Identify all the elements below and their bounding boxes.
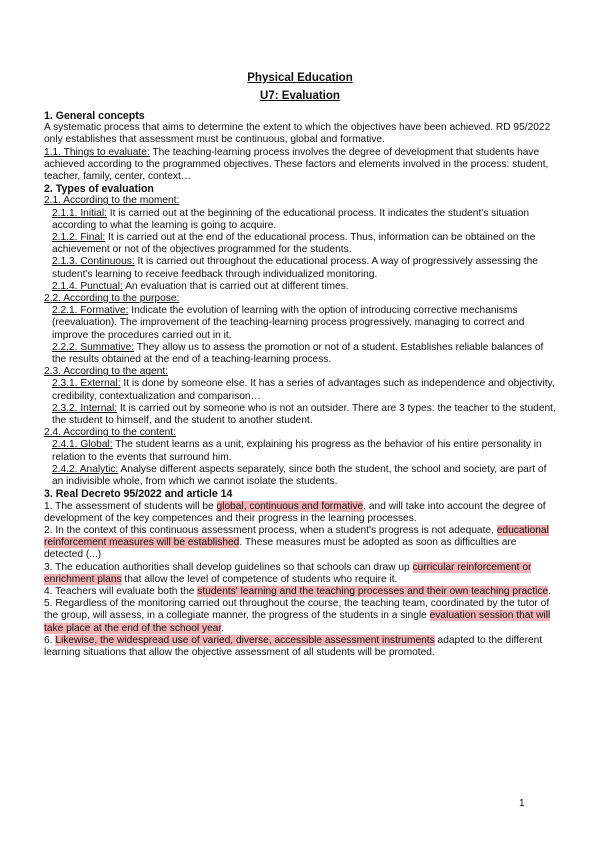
term-label: 2.1.2. Final: [52, 232, 106, 244]
paragraph [44, 147, 556, 184]
subsection-label: 2.3. According to the agent: [44, 366, 169, 378]
term-label: 2.2.1. Formative: [52, 305, 129, 317]
term-text: It is done by someone else. It has a series of advantages such as independence and objectivity, credibility, contextualization and comparison… [52, 378, 555, 402]
highlighted-text: Likewise, the widespread use of varied, diverse, accessible assessment instruments [55, 634, 435, 646]
document-title: Physical Education [247, 72, 353, 84]
document-subtitle: U7: Evaluation [260, 90, 340, 102]
paragraph: A systematic process that aims to determine the extent to which the objectives have been achieved. RD 95/2022 only establishes that assessment must be continuous, global and formative. [44, 122, 551, 146]
term-label: 2.1.4. Punctual: [52, 280, 123, 292]
subsection-label: 2.1. According to the moment: [44, 195, 180, 207]
text-run: , and will take into account the degree of development of the key competences and their progress in the learning processes. [44, 500, 546, 524]
article-paragraph [44, 635, 556, 659]
text-run: . These measures must be adopted as soon as difficulties are detected (...) [44, 537, 517, 561]
term-text: It is carried out throughout the educational process. A way of progressively assessing the student's learning to receive feedback through individualized monitoring. [52, 256, 538, 280]
list-item [44, 378, 556, 402]
article-paragraph [44, 562, 556, 586]
term-label: 2.3.1. External: [52, 378, 121, 390]
term-label: 1.1. Things to evaluate: [44, 146, 150, 158]
term-text: An evaluation that is carried out at different times. [122, 280, 349, 292]
section-heading: 3. Real Decreto 95/2022 and article 14 [44, 488, 233, 501]
text-run: 2. In the context of this continuous assessment process, when a student's progress is not adequate, [44, 524, 497, 536]
term-text: Analyse different aspects separately, since both the student, the school and society, are part of an indivisible whole, from which we cannot isolate the students. [52, 463, 547, 488]
term-text: Indicate the evolution of learning with the option of introducing corrective mechanisms (reevaluation). The improvement of the teaching-learning process progressively, managing to correct and improve the procedures carried out in it. [52, 305, 525, 341]
list-item [44, 281, 556, 293]
term-text: They allow us to assess the promotion or not of a student. Establishes reliable balances of the results obtained at the end of a teaching-learning process. [52, 341, 544, 366]
text-run: . [221, 622, 225, 634]
text-run: 4. Teachers will evaluate both the [44, 585, 198, 597]
list-item [44, 256, 556, 280]
list-item [44, 305, 556, 342]
section-heading: 1. General concepts [44, 110, 145, 122]
text-run: 3. The education authorities shall develop guidelines so that schools can draw up [44, 561, 413, 573]
text-run: 1. The assessment of students will be [44, 500, 217, 512]
text-run: that allow the level of competence of students who require it. [121, 573, 398, 585]
list-item [44, 464, 556, 488]
subsection-label: 2.2. According to the purpose: [44, 293, 180, 305]
term-label: 2.1.1. Initial: [52, 207, 107, 219]
list-item [44, 439, 556, 463]
highlighted-text: curricular reinforcement or enrichment plans [44, 561, 532, 585]
highlighted-text: evaluation session that will take place at the end of the school year [44, 610, 551, 634]
term-text: It is carried out by someone who is not an outsider. There are 3 types: the teacher to the student, the student to himself, and the student to another student. [52, 402, 556, 427]
term-label: 2.3.2. Internal: [52, 402, 118, 414]
term-label: 2.1.3. Continuous: [52, 256, 135, 268]
article-paragraph [44, 598, 556, 635]
text-run: 5. Regardless of the monitoring carried out throughout the course, the teaching team, coordinated by the tutor of the group, will assess, in a collegiate manner, the progress of the students in a single [44, 598, 550, 622]
term-text: It is carried out at the beginning of the educational process. It indicates the student's situation according to what the learning is going to acquire. [52, 207, 530, 231]
page-number: 1 [519, 798, 525, 809]
term-label: 2.4.1. Global: [52, 439, 113, 451]
highlighted-text: global, continuous and formative [216, 500, 364, 512]
list-item [44, 403, 556, 427]
list-item [44, 232, 556, 256]
text-run: . [548, 585, 551, 597]
text-run: 6. [44, 634, 56, 646]
term-label: 2.2.2. Summative: [52, 341, 135, 353]
document-body [44, 110, 556, 659]
term-label: 2.4.2. Analytic: [52, 463, 119, 475]
article-paragraph [44, 586, 556, 598]
list-item [44, 342, 556, 366]
section-heading: 2. Types of evaluation [44, 183, 154, 196]
article-paragraph [44, 525, 556, 562]
subsection-label: 2.4. According to the content: [44, 427, 176, 439]
term-text: The teaching-learning process involves the degree of development that students have achieved according to the programmed objectives. These factors and elements involved in the process: student, teacher, family, center, context… [44, 146, 549, 183]
highlighted-text: educational reinforcement measures will be established [44, 524, 549, 549]
list-item [44, 208, 556, 232]
term-text: It is carried out at the end of the educational process. Thus, information can be obtained on the achievement or not of the objectives programmed for the students. [52, 232, 536, 256]
article-paragraph [44, 501, 556, 525]
term-text: The student learns as a unit, explaining his progress as the behavior of his entire personality in relation to the events that surround him. [52, 439, 542, 463]
text-run: adapted to the different learning situations that allow the objective assessment of all students will be promoted. [44, 634, 543, 658]
highlighted-text: students' learning and the teaching processes and their own teaching practice [197, 585, 549, 597]
